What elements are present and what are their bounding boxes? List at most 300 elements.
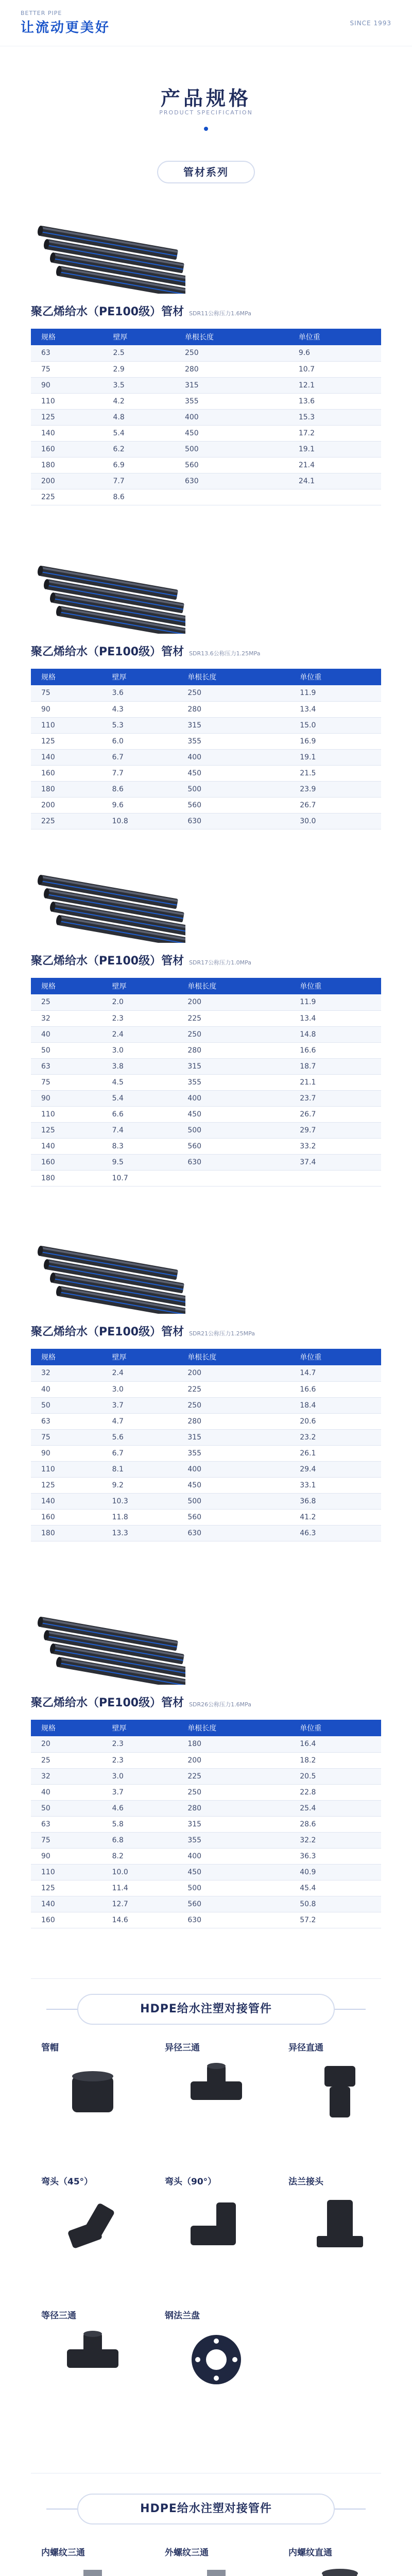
table-row <box>31 1477 381 1493</box>
fitting-label: 内螺纹三通 <box>41 2548 85 2558</box>
table-cell: 400 <box>177 1090 289 1106</box>
table-cell: 560 <box>175 457 288 473</box>
table-row <box>31 1493 381 1509</box>
table-cell: 630 <box>177 1912 289 1928</box>
spec-section <box>31 556 381 866</box>
table-cell: 2.3 <box>102 1010 178 1026</box>
table-cell: 3.0 <box>102 1381 178 1397</box>
table-header-cell: 壁厚 <box>102 978 178 994</box>
table-cell: 630 <box>177 1154 289 1170</box>
table-cell: 500 <box>175 441 288 457</box>
table-cell: 2.5 <box>102 345 174 361</box>
table-row <box>31 441 381 457</box>
table-cell: 7.7 <box>102 765 178 781</box>
table-cell: 250 <box>177 685 289 701</box>
table-cell: 180 <box>31 1170 102 1186</box>
table-cell: 18.2 <box>289 1752 381 1768</box>
fitting-item <box>165 2174 268 2298</box>
table-cell: 36.3 <box>289 1848 381 1864</box>
table-cell: 200 <box>31 797 102 813</box>
table-cell: 10.8 <box>102 813 178 829</box>
fitting-label: 等径三通 <box>41 2311 76 2321</box>
table-row <box>31 733 381 749</box>
section-title-text: 聚乙烯给水（PE100级）管材 <box>31 1697 184 1709</box>
table-cell: 14.6 <box>102 1912 178 1928</box>
table-cell: 10.7 <box>288 361 381 377</box>
table-cell: 18.7 <box>289 1058 381 1074</box>
table-cell: 140 <box>31 1493 102 1509</box>
brand-logo <box>21 10 110 36</box>
table-cell: 110 <box>31 1106 102 1122</box>
section-title-text: 聚乙烯给水（PE100级）管材 <box>31 646 184 658</box>
table-cell: 315 <box>177 717 289 733</box>
fitting-label: 钢法兰盘 <box>165 2311 200 2321</box>
table-cell: 90 <box>31 701 102 717</box>
table-cell: 11.9 <box>289 685 381 701</box>
table-row <box>31 1525 381 1541</box>
table-cell: 90 <box>31 1090 102 1106</box>
table-cell: 20.5 <box>289 1768 381 1784</box>
table-cell: 26.7 <box>289 797 381 813</box>
table-cell: 4.2 <box>102 393 174 409</box>
table-cell: 21.4 <box>288 457 381 473</box>
table-cell: 46.3 <box>289 1525 381 1541</box>
table-header-cell: 单位重 <box>289 978 381 994</box>
fitting-item <box>41 2308 144 2432</box>
table-cell: 280 <box>175 361 288 377</box>
fitting-label: 弯头（90°） <box>165 2177 217 2187</box>
fitting-label: 弯头（45°） <box>41 2177 93 2187</box>
table-cell: 450 <box>175 425 288 441</box>
table-row <box>31 425 381 441</box>
table-cell: 15.3 <box>288 409 381 425</box>
table-cell: 37.4 <box>289 1154 381 1170</box>
table-cell: 23.7 <box>289 1090 381 1106</box>
spec-table <box>31 1349 381 1541</box>
table-cell: 355 <box>177 1445 289 1461</box>
table-cell: 180 <box>31 1525 102 1541</box>
table-cell: 75 <box>31 1074 102 1090</box>
table-cell: 450 <box>177 765 289 781</box>
table-cell: 3.7 <box>102 1784 178 1800</box>
table-row <box>31 1429 381 1445</box>
section-title-text: 聚乙烯给水（PE100级）管材 <box>31 306 184 318</box>
table-header-cell: 单根长度 <box>175 329 288 345</box>
table-cell: 75 <box>31 1832 102 1848</box>
table-cell: 28.6 <box>289 1816 381 1832</box>
section-title-text: 聚乙烯给水（PE100级）管材 <box>31 1326 184 1338</box>
table-cell: 63 <box>31 1058 102 1074</box>
table-cell: 110 <box>31 393 102 409</box>
table-header-cell: 单位重 <box>288 329 381 345</box>
table-cell: 12.7 <box>102 1896 178 1912</box>
table-cell: 225 <box>177 1381 289 1397</box>
pressure-note: SDR17公称压力1.0MPa <box>189 959 252 966</box>
table-header-cell: 单位重 <box>289 1349 381 1365</box>
pipe-image <box>31 1607 185 1685</box>
table-cell: 9.2 <box>102 1477 178 1493</box>
table-cell: 225 <box>31 813 102 829</box>
table-cell: 32 <box>31 1768 102 1784</box>
table-cell: 140 <box>31 425 102 441</box>
table-cell: 355 <box>177 1074 289 1090</box>
table-header-cell: 单位重 <box>289 1720 381 1736</box>
table-cell: 75 <box>31 361 102 377</box>
fitting-item <box>165 2040 268 2164</box>
table-cell: 25 <box>31 994 102 1010</box>
table-cell: 3.7 <box>102 1397 178 1413</box>
table-row <box>31 1445 381 1461</box>
table-cell: 14.8 <box>289 1026 381 1042</box>
table-cell: 3.8 <box>102 1058 178 1074</box>
table-cell: 280 <box>177 1800 289 1816</box>
section-title <box>31 1694 251 1710</box>
table-cell <box>289 1170 381 1186</box>
table-header-cell: 规格 <box>31 978 102 994</box>
table-row <box>31 1106 381 1122</box>
table-row <box>31 1042 381 1058</box>
table-row <box>31 1461 381 1477</box>
table-cell: 4.5 <box>102 1074 178 1090</box>
table-cell: 400 <box>177 1848 289 1864</box>
spec-section <box>31 1236 381 1546</box>
section-title <box>31 303 251 319</box>
table-row <box>31 781 381 797</box>
table-row <box>31 765 381 781</box>
fitting-item <box>165 2545 268 2576</box>
table-cell: 560 <box>177 797 289 813</box>
table-cell: 280 <box>177 701 289 717</box>
table-header-cell: 单根长度 <box>177 669 289 685</box>
table-cell: 19.1 <box>288 441 381 457</box>
spec-section <box>31 1607 381 1924</box>
table-cell: 3.5 <box>102 377 174 393</box>
table-cell: 11.4 <box>102 1880 178 1896</box>
section-title-text: 聚乙烯给水（PE100级）管材 <box>31 955 184 968</box>
table-cell: 3.6 <box>102 685 178 701</box>
table-header-cell: 规格 <box>31 1720 102 1736</box>
table-cell: 40 <box>31 1381 102 1397</box>
table-row <box>31 1768 381 1784</box>
table-cell: 630 <box>177 813 289 829</box>
fittings-title <box>62 1994 350 2025</box>
fitting-item <box>41 2545 144 2576</box>
table-cell: 2.3 <box>102 1736 178 1752</box>
table-cell: 125 <box>31 1477 102 1493</box>
table-row <box>31 1896 381 1912</box>
table-cell: 10.3 <box>102 1493 178 1509</box>
table-cell: 63 <box>31 345 102 361</box>
table-cell: 280 <box>177 1042 289 1058</box>
table-row <box>31 377 381 393</box>
table-cell: 200 <box>31 473 102 489</box>
table-cell: 90 <box>31 377 102 393</box>
table-cell: 9.6 <box>102 797 178 813</box>
brand-tagline: BETTER PIPE <box>21 10 62 16</box>
table-cell: 315 <box>177 1429 289 1445</box>
table-row <box>31 361 381 377</box>
table-cell: 7.4 <box>102 1122 178 1138</box>
table-header-cell: 壁厚 <box>102 329 174 345</box>
table-cell: 110 <box>31 1864 102 1880</box>
table-header-row <box>31 978 381 994</box>
table-cell: 50 <box>31 1397 102 1413</box>
divider-line <box>31 1978 381 1979</box>
table-row <box>31 717 381 733</box>
table-header-cell: 规格 <box>31 669 102 685</box>
brand-name: 让流动更美好 <box>21 20 111 36</box>
pressure-note: SDR13.6公称压力1.25MPa <box>189 650 261 657</box>
table-cell: 36.8 <box>289 1493 381 1509</box>
table-cell: 23.9 <box>289 781 381 797</box>
table-cell: 8.2 <box>102 1848 178 1864</box>
fittings-title <box>62 2494 350 2524</box>
table-header-row <box>31 329 381 345</box>
table-cell: 500 <box>177 1493 289 1509</box>
table-row <box>31 1832 381 1848</box>
table-row <box>31 1170 381 1186</box>
table-header-cell: 单根长度 <box>177 1349 289 1365</box>
table-cell: 8.6 <box>102 781 178 797</box>
table-cell: 355 <box>177 733 289 749</box>
table-cell: 355 <box>177 1832 289 1848</box>
table-cell: 355 <box>175 393 288 409</box>
table-cell: 450 <box>177 1106 289 1122</box>
pipe-image <box>31 1236 185 1314</box>
table-cell: 6.7 <box>102 749 178 765</box>
top-bar <box>0 0 412 46</box>
table-cell: 50.8 <box>289 1896 381 1912</box>
table-cell: 250 <box>177 1784 289 1800</box>
section-title <box>31 1323 255 1339</box>
table-header-row <box>31 1349 381 1365</box>
table-row <box>31 1397 381 1413</box>
table-cell: 125 <box>31 409 102 425</box>
table-row <box>31 1010 381 1026</box>
table-cell: 250 <box>177 1026 289 1042</box>
fitting-item <box>41 2174 144 2298</box>
table-cell: 29.7 <box>289 1122 381 1138</box>
pressure-note: SDR11公称压力1.6MPa <box>189 310 252 317</box>
spec-section <box>31 216 381 526</box>
table-row <box>31 1381 381 1397</box>
pressure-note: SDR21公称压力1.25MPa <box>189 1330 255 1337</box>
table-row <box>31 1509 381 1525</box>
table-cell: 11.8 <box>102 1509 178 1525</box>
table-cell: 16.9 <box>289 733 381 749</box>
table-cell: 25 <box>31 1752 102 1768</box>
table-cell: 6.9 <box>102 457 174 473</box>
title-line-right <box>335 2009 366 2010</box>
table-cell: 140 <box>31 1896 102 1912</box>
table-cell: 160 <box>31 441 102 457</box>
table-row <box>31 489 381 505</box>
pipe-image <box>31 216 185 294</box>
table-cell: 26.1 <box>289 1445 381 1461</box>
table-row <box>31 1880 381 1896</box>
table-cell: 40.9 <box>289 1864 381 1880</box>
table-cell: 5.8 <box>102 1816 178 1832</box>
table-header-cell: 单根长度 <box>177 1720 289 1736</box>
table-cell: 4.6 <box>102 1800 178 1816</box>
table-cell: 6.8 <box>102 1832 178 1848</box>
fitting-label: 管帽 <box>41 2043 59 2053</box>
table-cell: 280 <box>177 1413 289 1429</box>
table-row <box>31 1122 381 1138</box>
table-cell: 160 <box>31 1509 102 1525</box>
table-cell: 200 <box>177 994 289 1010</box>
table-cell: 4.7 <box>102 1413 178 1429</box>
table-cell: 16.6 <box>289 1381 381 1397</box>
table-cell: 6.6 <box>102 1106 178 1122</box>
divider-dot <box>204 127 208 131</box>
pipe-image <box>31 866 185 943</box>
spec-section <box>31 866 381 1182</box>
table-cell: 17.2 <box>288 425 381 441</box>
fitting-label: 内螺纹直通 <box>288 2548 332 2558</box>
table-row <box>31 994 381 1010</box>
table-cell: 13.6 <box>288 393 381 409</box>
title-line-left <box>46 2509 77 2510</box>
table-cell: 180 <box>31 457 102 473</box>
table-cell: 160 <box>31 1154 102 1170</box>
table-cell: 30.0 <box>289 813 381 829</box>
table-cell: 630 <box>177 1525 289 1541</box>
table-header-cell: 单位重 <box>289 669 381 685</box>
table-cell: 2.4 <box>102 1026 178 1042</box>
table-row <box>31 1816 381 1832</box>
table-row <box>31 701 381 717</box>
table-cell: 13.3 <box>102 1525 178 1541</box>
table-cell: 560 <box>177 1896 289 1912</box>
table-row <box>31 813 381 829</box>
table-cell: 9.5 <box>102 1154 178 1170</box>
table-cell: 2.4 <box>102 1365 178 1381</box>
table-cell: 5.6 <box>102 1429 178 1445</box>
table-cell: 250 <box>175 345 288 361</box>
table-cell: 90 <box>31 1445 102 1461</box>
table-cell: 14.7 <box>289 1365 381 1381</box>
table-cell: 75 <box>31 1429 102 1445</box>
fitting-label: 异径三通 <box>165 2043 200 2053</box>
table-cell: 32 <box>31 1365 102 1381</box>
table-cell: 21.1 <box>289 1074 381 1090</box>
spec-table <box>31 978 381 1187</box>
since-label: SINCE 1993 <box>350 19 391 27</box>
table-row <box>31 1800 381 1816</box>
table-row <box>31 1138 381 1154</box>
table-row <box>31 1154 381 1170</box>
table-header-row <box>31 669 381 685</box>
table-cell: 315 <box>175 377 288 393</box>
table-cell: 9.6 <box>288 345 381 361</box>
table-cell: 500 <box>177 1880 289 1896</box>
table-cell: 5.4 <box>102 1090 178 1106</box>
table-header-cell: 规格 <box>31 329 102 345</box>
table-cell: 8.1 <box>102 1461 178 1477</box>
table-row <box>31 1413 381 1429</box>
table-row <box>31 1784 381 1800</box>
table-cell: 160 <box>31 765 102 781</box>
table-header-cell: 壁厚 <box>102 1720 178 1736</box>
table-row <box>31 1058 381 1074</box>
table-cell: 20 <box>31 1736 102 1752</box>
category-title: 管材系列 <box>157 161 255 183</box>
table-cell: 3.0 <box>102 1768 178 1784</box>
table-header-cell: 规格 <box>31 1349 102 1365</box>
table-cell: 10.0 <box>102 1864 178 1880</box>
table-row <box>31 1912 381 1928</box>
title-line-left <box>46 2009 77 2010</box>
table-cell: 125 <box>31 1122 102 1138</box>
table-cell: 225 <box>31 489 102 505</box>
table-row <box>31 749 381 765</box>
table-cell: 24.1 <box>288 473 381 489</box>
table-cell: 6.0 <box>102 733 178 749</box>
table-cell: 200 <box>177 1365 289 1381</box>
fittings-title-text: HDPE给水注塑对接管件 <box>77 2494 335 2524</box>
table-cell: 2.3 <box>102 1752 178 1768</box>
table-cell <box>177 1170 289 1186</box>
table-row <box>31 1752 381 1768</box>
table-row <box>31 1074 381 1090</box>
title-line-right <box>335 2509 366 2510</box>
table-cell: 50 <box>31 1042 102 1058</box>
table-cell: 20.6 <box>289 1413 381 1429</box>
fitting-label: 法兰接头 <box>288 2177 323 2187</box>
table-cell: 11.9 <box>289 994 381 1010</box>
table-cell: 15.0 <box>289 717 381 733</box>
table-cell: 225 <box>177 1768 289 1784</box>
table-cell: 6.2 <box>102 441 174 457</box>
table-cell: 18.4 <box>289 1397 381 1413</box>
table-cell: 500 <box>177 781 289 797</box>
table-cell: 200 <box>177 1752 289 1768</box>
table-cell: 225 <box>177 1010 289 1026</box>
fitting-label: 异径直通 <box>288 2043 323 2053</box>
table-cell: 3.0 <box>102 1042 178 1058</box>
spec-table <box>31 1720 381 1928</box>
table-cell: 10.7 <box>102 1170 178 1186</box>
table-cell: 63 <box>31 1413 102 1429</box>
table-header-cell: 壁厚 <box>102 669 178 685</box>
table-cell: 110 <box>31 1461 102 1477</box>
table-cell: 45.4 <box>289 1880 381 1896</box>
table-cell: 4.8 <box>102 409 174 425</box>
fitting-item <box>288 2040 391 2164</box>
fittings-title-text: HDPE给水注塑对接管件 <box>77 1994 335 2025</box>
table-cell: 110 <box>31 717 102 733</box>
table-cell: 19.1 <box>289 749 381 765</box>
table-cell <box>288 489 381 505</box>
table-cell: 90 <box>31 1848 102 1864</box>
table-cell: 32 <box>31 1010 102 1026</box>
table-cell: 5.3 <box>102 717 178 733</box>
section-title <box>31 643 261 659</box>
table-cell: 500 <box>177 1122 289 1138</box>
table-cell: 29.4 <box>289 1461 381 1477</box>
table-row <box>31 1864 381 1880</box>
table-cell: 13.4 <box>289 701 381 717</box>
section-title <box>31 952 251 968</box>
table-row <box>31 1848 381 1864</box>
table-cell: 25.4 <box>289 1800 381 1816</box>
table-row <box>31 345 381 361</box>
table-cell: 140 <box>31 749 102 765</box>
table-cell: 63 <box>31 1816 102 1832</box>
table-cell: 40 <box>31 1026 102 1042</box>
table-row <box>31 473 381 489</box>
